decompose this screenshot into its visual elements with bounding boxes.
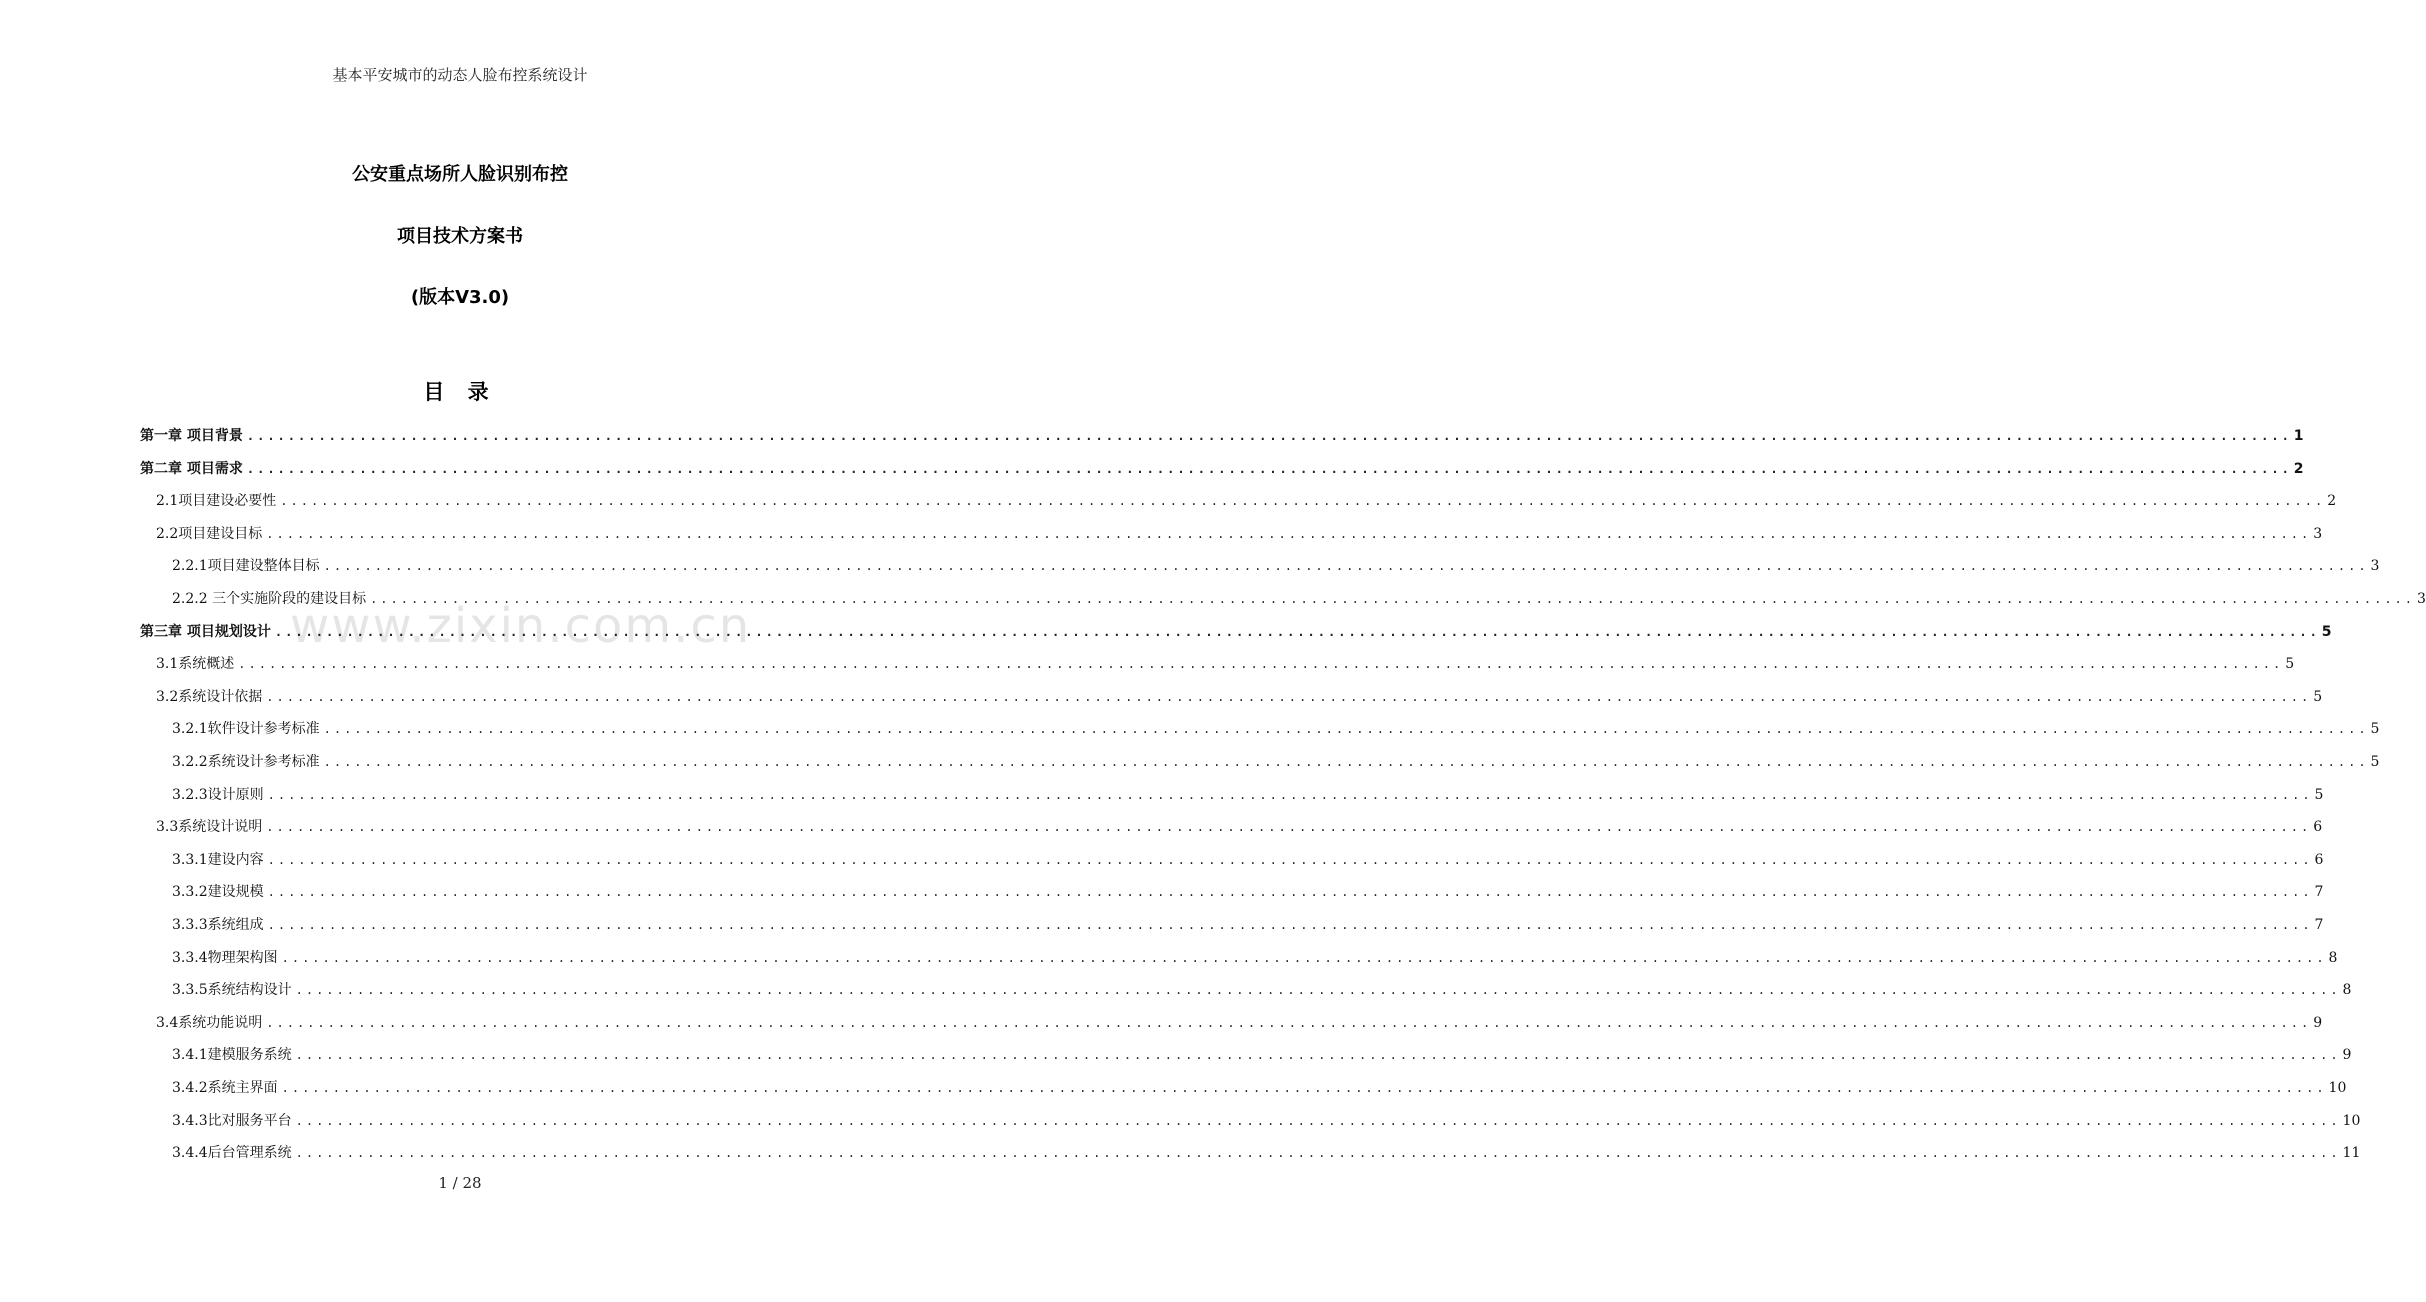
toc-entry-label: 3.3.3系统组成 <box>172 917 264 933</box>
toc-entry-page: 5 <box>2321 623 2332 640</box>
toc-leader-dots: ........................................................................................................................................................................................................ <box>267 787 2313 802</box>
toc-leader-dots: ........................................................................................................................................................................................................ <box>238 657 2284 672</box>
toc-leader-dots: ........................................................................................................................................................................................................ <box>323 755 2369 769</box>
page-header: 基本平安城市的动态人脸布控系统设计 <box>332 66 588 84</box>
toc-entry-label: 3.4.2系统主界面 <box>172 1080 278 1096</box>
toc-entry[interactable] <box>140 455 2304 479</box>
toc-entry-page: 10 <box>2328 1080 2347 1096</box>
toc-entry[interactable] <box>172 1074 2347 1098</box>
toc-entry-label: 3.2.2系统设计参考标准 <box>172 754 320 770</box>
toc-entry-label: 3.4.4后台管理系统 <box>172 1145 292 1162</box>
toc-entry-page: 9 <box>2313 1014 2323 1031</box>
toc-entry-page: 7 <box>2314 917 2324 933</box>
toc-entry[interactable] <box>172 846 2324 870</box>
toc-entry-page: 5 <box>2313 688 2323 705</box>
toc-entry[interactable] <box>156 487 2337 511</box>
toc-entry[interactable] <box>140 422 2304 446</box>
toc-entry-label: 3.2.1软件设计参考标准 <box>172 721 320 738</box>
toc-entry-page: 5 <box>2370 721 2380 738</box>
toc-entry-page: 5 <box>2285 656 2295 673</box>
toc-entry[interactable] <box>172 976 2352 1000</box>
toc-entry-page: 6 <box>2314 851 2324 868</box>
toc-leader-dots: ........................................................................................................................................................................................................ <box>370 592 2415 606</box>
toc-leader-dots: ........................................................................................................................................................................................................ <box>323 559 2369 574</box>
toc-entry-label: 2.2.2 三个实施阶段的建设目标 <box>172 591 367 607</box>
toc-heading: 目 录 <box>423 380 497 404</box>
toc-leader-dots: ........................................................................................................................................................................................................ <box>323 722 2369 737</box>
toc-entry[interactable] <box>140 618 2332 642</box>
toc-entry[interactable] <box>172 585 2426 609</box>
toc-entry-page: 3 <box>2417 591 2426 607</box>
toc-entry-label: 2.2项目建设目标 <box>156 525 263 542</box>
toc-leader-dots: ........................................................................................................................................................................................................ <box>280 494 2326 509</box>
toc-entry-page: 9 <box>2342 1047 2352 1064</box>
toc-entry[interactable] <box>172 1107 2361 1131</box>
toc-entry[interactable] <box>156 813 2323 837</box>
toc-entry[interactable] <box>156 1009 2323 1033</box>
toc-entry-label: 2.2.1项目建设整体目标 <box>172 558 320 575</box>
toc-leader-dots: ........................................................................................................................................................................................................ <box>295 983 2341 998</box>
toc-entry-label: 第一章 项目背景 <box>140 428 243 444</box>
toc-entry[interactable] <box>156 650 2295 674</box>
toc-entry[interactable] <box>156 683 2323 707</box>
toc-leader-dots: ........................................................................................................................................................................................................ <box>266 1015 2312 1030</box>
toc-entry-page: 11 <box>2342 1145 2361 1162</box>
toc-entry-page: 3 <box>2370 558 2380 575</box>
toc-leader-dots: ........................................................................................................................................................................................................ <box>281 1081 2327 1095</box>
toc-entry-page: 10 <box>2342 1112 2361 1129</box>
toc-leader-dots: ........................................................................................................................................................................................................ <box>267 885 2313 900</box>
toc-entry-label: 3.2系统设计依据 <box>156 688 263 705</box>
toc-entry[interactable] <box>156 520 2323 544</box>
toc-entry-page: 7 <box>2314 884 2324 901</box>
toc-leader-dots: ........................................................................................................................................................................................................ <box>295 1048 2341 1063</box>
toc-entry[interactable] <box>172 781 2324 805</box>
toc-entry-page: 3 <box>2313 525 2323 542</box>
toc-entry[interactable] <box>172 911 2324 935</box>
toc-entry[interactable] <box>172 552 2380 576</box>
toc-entry-page: 2 <box>2293 460 2304 477</box>
toc-entry-label: 3.3.1建设内容 <box>172 851 264 868</box>
toc-leader-dots: ........................................................................................................................................................................................................ <box>267 918 2313 932</box>
page-number: 1 / 28 <box>438 1174 482 1192</box>
toc-entry-label: 3.2.3设计原则 <box>172 786 264 803</box>
toc-entry[interactable] <box>172 944 2338 968</box>
toc-entry-label: 3.3系统设计说明 <box>156 819 263 836</box>
doc-title-line1: 公安重点场所人脸识别布控 <box>352 164 568 185</box>
toc-leader-dots: ........................................................................................................................................................................................................ <box>267 852 2313 867</box>
toc-leader-dots: ........................................................................................................................................................................................................ <box>274 624 2320 639</box>
toc-entry[interactable] <box>172 748 2380 772</box>
toc-entry-page: 6 <box>2313 819 2323 836</box>
toc-entry-page: 8 <box>2328 949 2338 966</box>
toc-entry-label: 第二章 项目需求 <box>140 460 243 477</box>
toc-leader-dots: ........................................................................................................................................................................................................ <box>266 526 2312 541</box>
toc-leader-dots: ........................................................................................................................................................................................................ <box>295 1113 2341 1128</box>
toc-entry-label: 3.4.3比对服务平台 <box>172 1112 292 1129</box>
toc-entry-page: 1 <box>2293 428 2304 444</box>
doc-title-line2: 项目技术方案书 <box>397 226 523 247</box>
toc-entry-label: 3.4系统功能说明 <box>156 1014 263 1031</box>
toc-entry-label: 3.3.4物理架构图 <box>172 949 278 966</box>
toc-entry[interactable] <box>172 715 2380 739</box>
toc-entry[interactable] <box>172 1041 2352 1065</box>
toc-entry[interactable] <box>172 878 2324 902</box>
toc-entry-label: 2.1项目建设必要性 <box>156 493 277 510</box>
toc-entry-label: 第三章 项目规划设计 <box>140 623 271 640</box>
toc-entry-label: 3.3.5系统结构设计 <box>172 982 292 999</box>
toc-leader-dots: ........................................................................................................................................................................................................ <box>295 1146 2341 1161</box>
toc-entry-page: 8 <box>2342 982 2352 999</box>
toc-leader-dots: ........................................................................................................................................................................................................ <box>246 429 2292 443</box>
toc-entry-page: 5 <box>2314 786 2324 803</box>
toc-leader-dots: ........................................................................................................................................................................................................ <box>266 689 2312 704</box>
doc-version: (版本V3.0) <box>410 287 510 308</box>
toc-entry-page: 5 <box>2370 754 2380 770</box>
toc-entry-label: 3.4.1建模服务系统 <box>172 1047 292 1064</box>
toc-entry-page: 2 <box>2327 493 2337 510</box>
toc-leader-dots: ........................................................................................................................................................................................................ <box>266 820 2312 835</box>
toc-entry-label: 3.1系统概述 <box>156 656 235 673</box>
toc-entry-label: 3.3.2建设规模 <box>172 884 264 901</box>
toc-leader-dots: ........................................................................................................................................................................................................ <box>281 950 2327 965</box>
toc-leader-dots: ........................................................................................................................................................................................................ <box>246 461 2292 476</box>
toc-entry[interactable] <box>172 1139 2361 1163</box>
watermark: www.zixin.com.cn <box>290 598 752 654</box>
